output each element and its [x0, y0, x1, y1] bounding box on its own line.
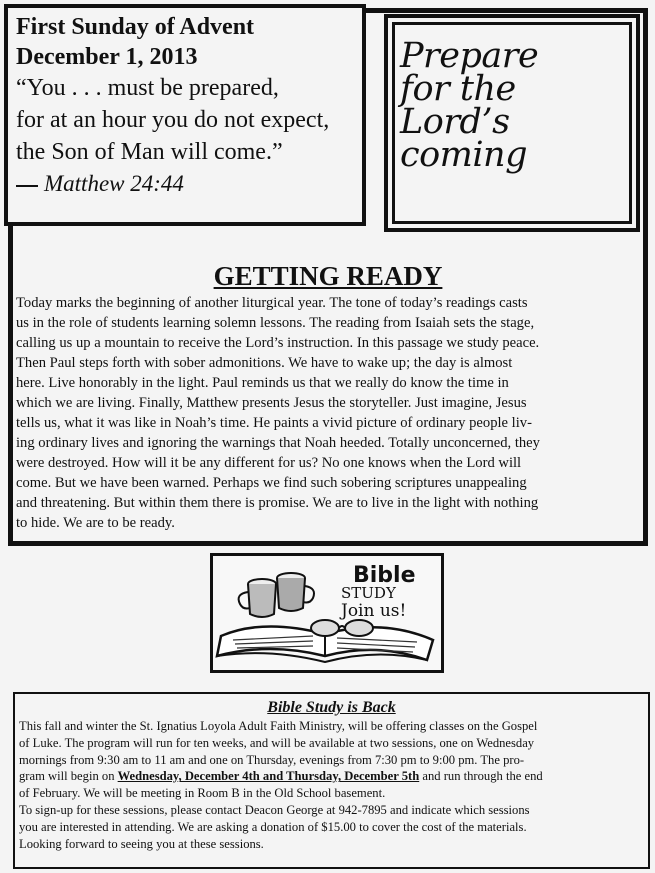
article-line: Then Paul steps forth with sober admonitions. We have to wake up; the day is almost [16, 355, 513, 371]
prepare-line: coming [400, 135, 528, 175]
prepare-line: Lord’s [400, 102, 510, 142]
article-title: GETTING READY [213, 261, 443, 291]
article-line: ing ordinary lives and ignoring the warnings that Noah heeded. Totally unconcerned, they [16, 435, 540, 451]
bulletin-title: First Sunday of Advent [16, 14, 255, 40]
article-line: which we are living. Finally, Matthew presents Jesus the storyteller. Just imagine, Jesus [16, 395, 527, 411]
prepare-line: Prepare [400, 36, 539, 76]
quote-line: for at an hour you do not expect, [16, 107, 330, 133]
announcement-line: To sign-up for these sessions, please contact Deacon George at 942-7895 and indicate which sessions [19, 802, 530, 817]
announcement-line: of Luke. The program will run for ten weeks, and will be available at two sessions, one on Wednesday [19, 735, 535, 750]
prepare-line: for the [400, 69, 516, 109]
announcement-line: Looking forward to seeing you at these sessions. [19, 836, 264, 851]
article-line: calling us up a mountain to receive the Lord’s instruction. In this passage we study peace. [16, 335, 540, 351]
quote-line: the Son of Man will come.” [16, 139, 283, 165]
coffee-cup-icon [277, 573, 314, 611]
announcement-body [19, 718, 647, 852]
announcement-line: mornings from 9:30 am to 11 am and one on Thursday, evenings from 7:30 pm to 9:00 pm. The pro- [19, 752, 525, 767]
citation-text: Matthew 24:44 [44, 171, 184, 196]
coffee-cup-icon [239, 579, 276, 617]
article-line: Today marks the beginning of another liturgical year. The tone of today’s readings casts [16, 295, 528, 311]
article-line: and threatening. But within them there is promise. We are to live in the light with nothing [16, 495, 539, 511]
bible-study-clipart [210, 553, 444, 673]
announcement-title: Bible Study is Back [267, 699, 396, 716]
announcement-line: you are interested in attending. We are asking a donation of $15.00 to cover the cost of the materials. [19, 819, 527, 834]
clipart-word-study: STUDY [341, 584, 396, 602]
announcement-line: This fall and winter the St. Ignatius Loyola Adult Faith Ministry, will be offering classes on the Gospel [19, 719, 538, 733]
bulletin-date: December 1, 2013 [16, 44, 198, 70]
announcement-line: of February. We will be meeting in Room B in the Old School basement. [19, 786, 386, 801]
article-line: to hide. We are to be ready. [16, 515, 175, 531]
article-line: tells us, what it was like in Noah’s time. He paints a vivid picture of ordinary people liv- [16, 415, 532, 431]
session-dates: Wednesday, December 4th and Thursday, December 5th [117, 769, 420, 784]
article-line: here. Live honorably in the light. Paul reminds us that we really do know the time in [16, 375, 509, 391]
article-line: come. But we have been warned. Perhaps we find such sobering scriptures unappealing [16, 475, 527, 491]
article-line: us in the role of students learning solemn lessons. The reading from Isaiah sets the stage, [16, 315, 535, 331]
announcement-line [19, 768, 647, 785]
announcement-text: and run through the end [419, 769, 543, 784]
header-box [4, 4, 366, 226]
clipart-word-bible: Bible [353, 563, 416, 588]
clipart-word-join: Join us! [341, 601, 407, 621]
prepare-graphic [400, 36, 626, 175]
bible-study-illustration [213, 556, 441, 670]
dash-icon [16, 185, 38, 187]
quote-line: “You . . . must be prepared, [16, 75, 279, 101]
announcement-text: gram will begin on [19, 769, 118, 784]
article-line: were destroyed. How will it be any different for us? No one knows when the Lord will [16, 455, 522, 471]
quote-citation [16, 168, 362, 200]
article-body [16, 293, 642, 533]
